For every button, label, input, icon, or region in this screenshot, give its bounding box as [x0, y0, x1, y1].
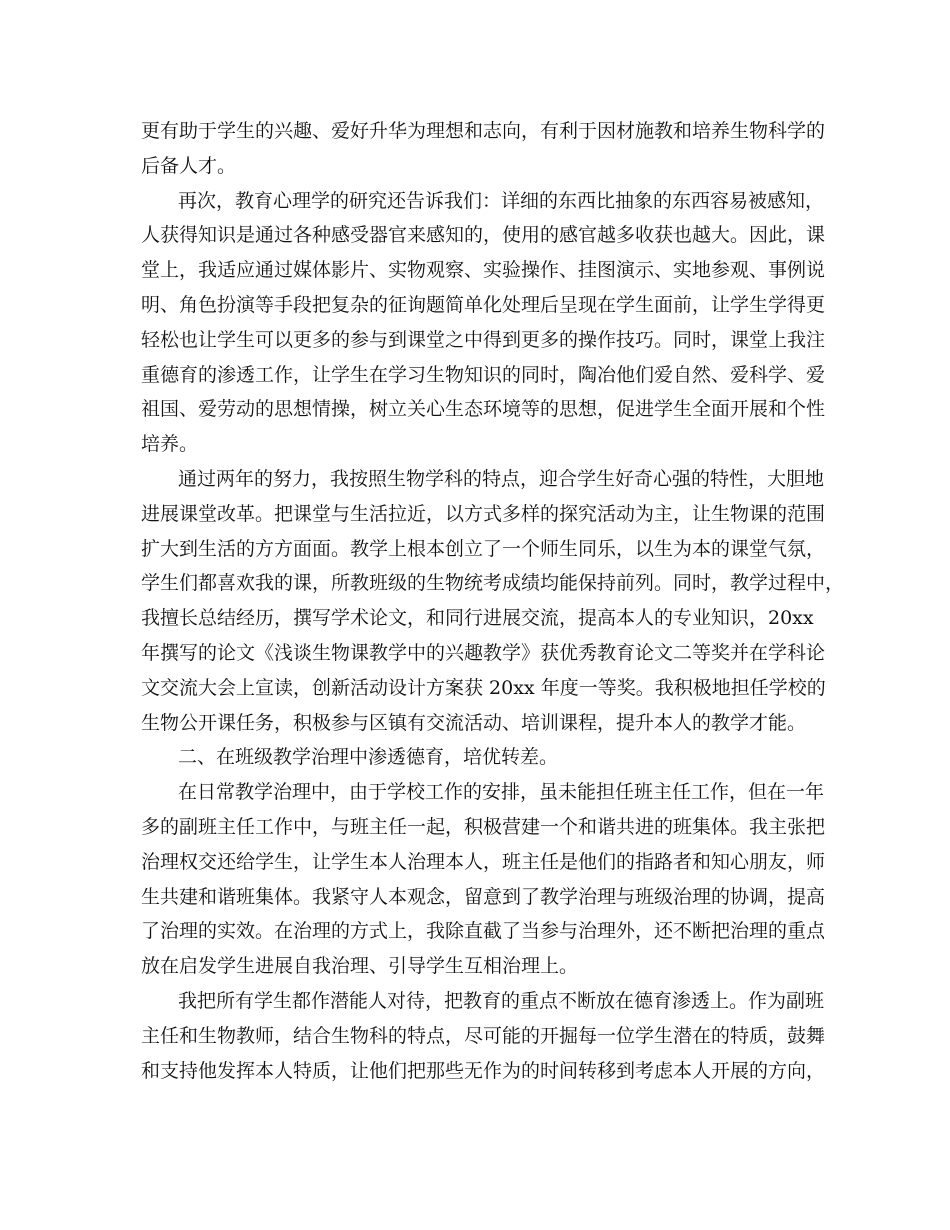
text-line: 二、在班级教学治理中渗透德育，培优转差。	[178, 746, 559, 769]
text-line: 再次，教育心理学的研究还告诉我们：详细的东西比抽象的东西容易被感知，	[178, 189, 825, 212]
text-line: 我把所有学生都作潜能人对待，把教育的重点不断放在德育渗透上。作为副班	[178, 989, 825, 1012]
document-body-text	[141, 114, 845, 1088]
text-line: 生物公开课任务，积极参与区镇有交流活动、培训课程，提升本人的教学才能。	[141, 711, 807, 734]
text-line: 了治理的实效。在治理的方式上，我除直截了当参与治理外，还不断把治理的重点	[141, 920, 826, 943]
text-line: 年撰写的论文《浅谈生物课教学中的兴趣教学》获优秀教育论文二等奖并在学科论	[141, 641, 826, 664]
text-line: 治理权交还给学生，让学生本人治理本人，班主任是他们的指路者和知心朋友，师	[141, 850, 826, 873]
text-line: 轻松也让学生可以更多的参与到课堂之中得到更多的操作技巧。同时，课堂上我注	[141, 328, 826, 351]
text-line: 放在启发学生进展自我治理、引导学生互相治理上。	[141, 955, 579, 978]
text-line: 在日常教学治理中，由于学校工作的安排，虽未能担任班主任工作，但在一年	[178, 781, 825, 804]
text-line: 重德育的渗透工作，让学生在学习生物知识的同时，陶冶他们爱自然、爱科学、爱	[141, 363, 826, 386]
text-line: 进展课堂改革。把课堂与生活拉近，以方式多样的探究活动为主，让生物课的范围	[141, 502, 826, 525]
text-line: 明、角色扮演等手段把复杂的征询题简单化处理后呈现在学生面前，让学生学得更	[141, 293, 826, 316]
text-line: 人获得知识是通过各种感受器官来感知的，使用的感官越多收获也越大。因此，课	[141, 224, 826, 247]
text-line: 生共建和谐班集体。我紧守人本观念，留意到了教学治理与班级治理的协调，提高	[141, 885, 826, 908]
text-line: 通过两年的努力，我按照生物学科的特点，迎合学生好奇心强的特性，大胆地	[178, 467, 825, 490]
text-line: 主任和生物教师，结合生物科的特点，尽可能的开掘每一位学生潜在的特质，鼓舞	[141, 1024, 826, 1047]
text-line: 文交流大会上宣读，创新活动设计方案获 20xx 年度一等奖。我积极地担任学校的	[141, 676, 826, 699]
text-line: 多的副班主任工作中，与班主任一起，积极营建一个和谐共进的班集体。我主张把	[141, 815, 826, 838]
text-line: 扩大到生活的方方面面。教学上根本创立了一个师生同乐，以生为本的课堂气氛，	[141, 537, 826, 560]
text-line: 我擅长总结经历，撰写学术论文，和同行进展交流，提高本人的专业知识，20xx	[141, 607, 814, 630]
text-line: 和支持他发挥本人特质，让他们把那些无作为的时间转移到考虑本人开展的方向，	[141, 1059, 826, 1082]
text-line: 后备人才。	[141, 154, 237, 177]
text-line: 堂上，我适应通过媒体影片、实物观察、实验操作、挂图演示、实地参观、事例说	[141, 259, 826, 282]
text-line: 培养。	[141, 433, 199, 456]
text-line: 祖国、爱劳动的思想情操，树立关心生态环境等的思想，促进学生全面开展和个性	[141, 398, 826, 421]
text-line: 更有助于学生的兴趣、爱好升华为理想和志向，有利于因材施教和培养生物科学的	[141, 120, 826, 142]
text-line: 学生们都喜欢我的课，所教班级的生物统考成绩均能保持前列。同时，教学过程中，	[141, 572, 845, 595]
